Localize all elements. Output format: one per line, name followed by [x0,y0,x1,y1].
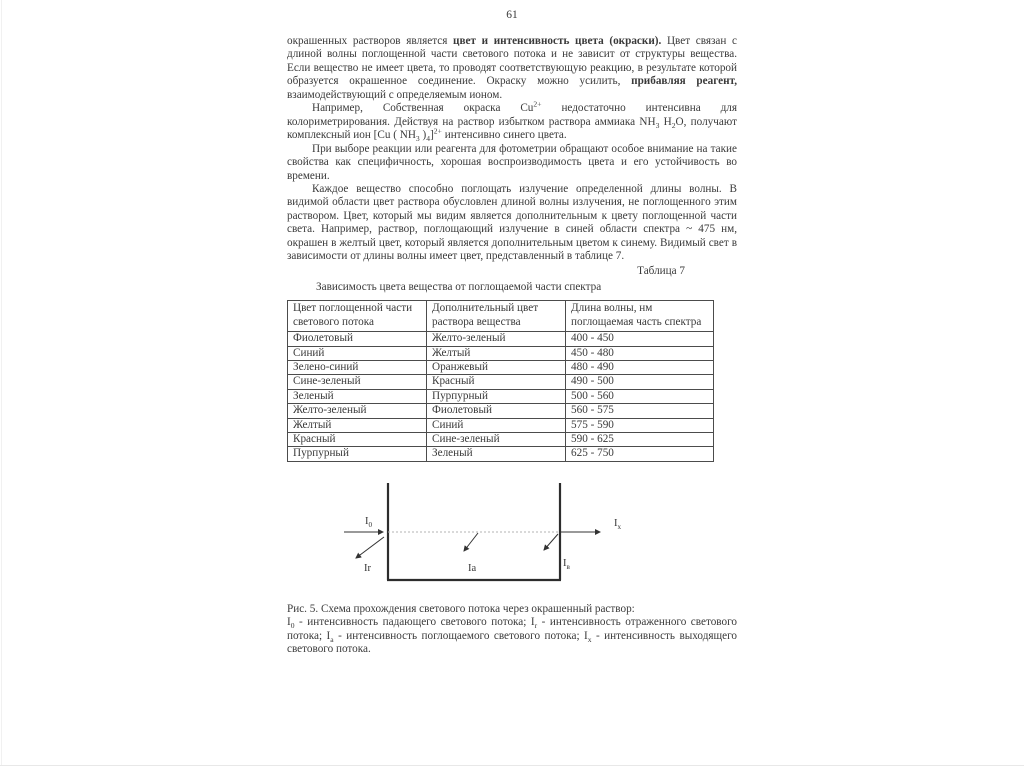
cell: 625 - 750 [566,447,714,461]
cuvette-diagram [287,475,747,603]
cell: Фиолетовый [288,332,427,346]
figure-caption [287,603,737,657]
cell: Желтый [288,418,427,432]
table-header-row [288,301,714,332]
table-row [288,447,714,461]
table-row [288,404,714,418]
cell: Оранжевый [427,361,566,375]
table-row [288,361,714,375]
cell: Фиолетовый [427,404,566,418]
cell: 450 - 480 [566,346,714,360]
cell: Зелено-синий [288,361,427,375]
label-incident-intensity: $I_0$ [365,516,373,530]
table-label: Таблица 7 [637,265,685,277]
figure-caption-body: $I_0$ - интенсивность падающего светового потока; $I_r$ - интенсивность отраженного светового потока; $I_a$ - интенсивность поглощаемого светового потока; $I_x$ - интенсивность выходящего светового потока. [287,616,738,656]
figure-caption-title: Рис. 5. Схема прохождения светового потока через окрашенный раствор: [287,603,635,615]
table-row [288,375,714,389]
cell: Сине-зеленый [288,375,427,389]
col-header-absorbed-color: Цвет поглощенной части светового потока [288,301,427,332]
cell: Желтый [427,346,566,360]
cell: Синий [427,418,566,432]
cell: Красный [288,433,427,447]
col-header-complementary-color: Дополнительный цвет раствора вещества [427,301,566,332]
page-left-edge [1,0,2,765]
table-row [288,332,714,346]
paragraph-intro-color: окрашенных растворов является цвет и интенсивность цвета (окраски). Цвет связан с длиной волны поглощенной части светового потока и не зависит от структуры вещества. Если вещество не имеет цвета, то проводят соответствующую реакцию, в результате которой образуется окрашенное соединение. Окраску можно усилить, прибавляя реагент, взаимодействующий с определяемым ионом. [287,35,737,101]
cell: Зеленый [288,389,427,403]
spectrum-table [287,300,714,462]
cell: 590 - 625 [566,433,714,447]
paragraph-example-cu: Например, Собственная окраска $Cu^{2+}$ недостаточно интенсивна для колориметрирования. Действуя на раствор избытком раствора аммиака $NH_3$ $H_2O$, получают комплексный ион [Cu ( $NH_3$ )$_4]^{2+}$ интенсивно синего цвета. [287,99,738,144]
cell: 400 - 450 [566,332,714,346]
table-row [288,433,714,447]
table-title: Зависимость цвета вещества от поглощаемой части спектра [316,281,602,293]
cell: Желто-зеленый [427,332,566,346]
cell: Сине-зеленый [427,433,566,447]
cell: Пурпурный [427,389,566,403]
label-wall-intensity: $I_в$ [563,558,570,572]
cell: Желто-зеленый [288,404,427,418]
col-header-wavelength: Длина волны, нм поглощаемая часть спектра [566,301,714,332]
table-row [288,346,714,360]
page-bottom-edge [0,765,1024,766]
table-row [288,418,714,432]
paragraph-reagent-choice: При выборе реакции или реагента для фотометрии обращают особое внимание на такие свойства как специфичность, хорошая воспроизводимость цвета и его устойчивость во времени. [287,142,737,182]
label-absorbed-intensity: Ia [468,563,477,574]
cell: 575 - 590 [566,418,714,432]
inner-wall-ray-arrow [544,534,558,550]
paragraph-absorption: Каждое вещество способно поглощать излучение определенной длины волны. В видимой области цвет раствора обусловлен длиной волны излучения, не поглощенного этим раствором. Цвет, который мы видим является дополнительным к цвету поглощенной части света. Например, раствор, поглощающий излучение в синей области спектра ~ 475 нм, окрашен в желтый цвет, который является дополнительным цветом к синему. Видимый свет в зависимости от длины волны имеет цвет, представленный в таблице 7. [287,182,737,263]
cell: 560 - 575 [566,404,714,418]
cell: Синий [288,346,427,360]
reflected-ray-arrow [356,537,384,558]
cell: Зеленый [427,447,566,461]
light-flux-figure [287,475,747,603]
page-number: 61 [506,9,518,21]
cell: 490 - 500 [566,375,714,389]
cell: 480 - 490 [566,361,714,375]
label-reflected-intensity: Ir [364,563,371,574]
cell: 500 - 560 [566,389,714,403]
cell: Красный [427,375,566,389]
table-row [288,389,714,403]
label-exit-intensity: $I_x$ [614,518,622,532]
cell: Пурпурный [288,447,427,461]
body-text [287,35,737,264]
absorbed-ray-arrow [464,533,478,551]
